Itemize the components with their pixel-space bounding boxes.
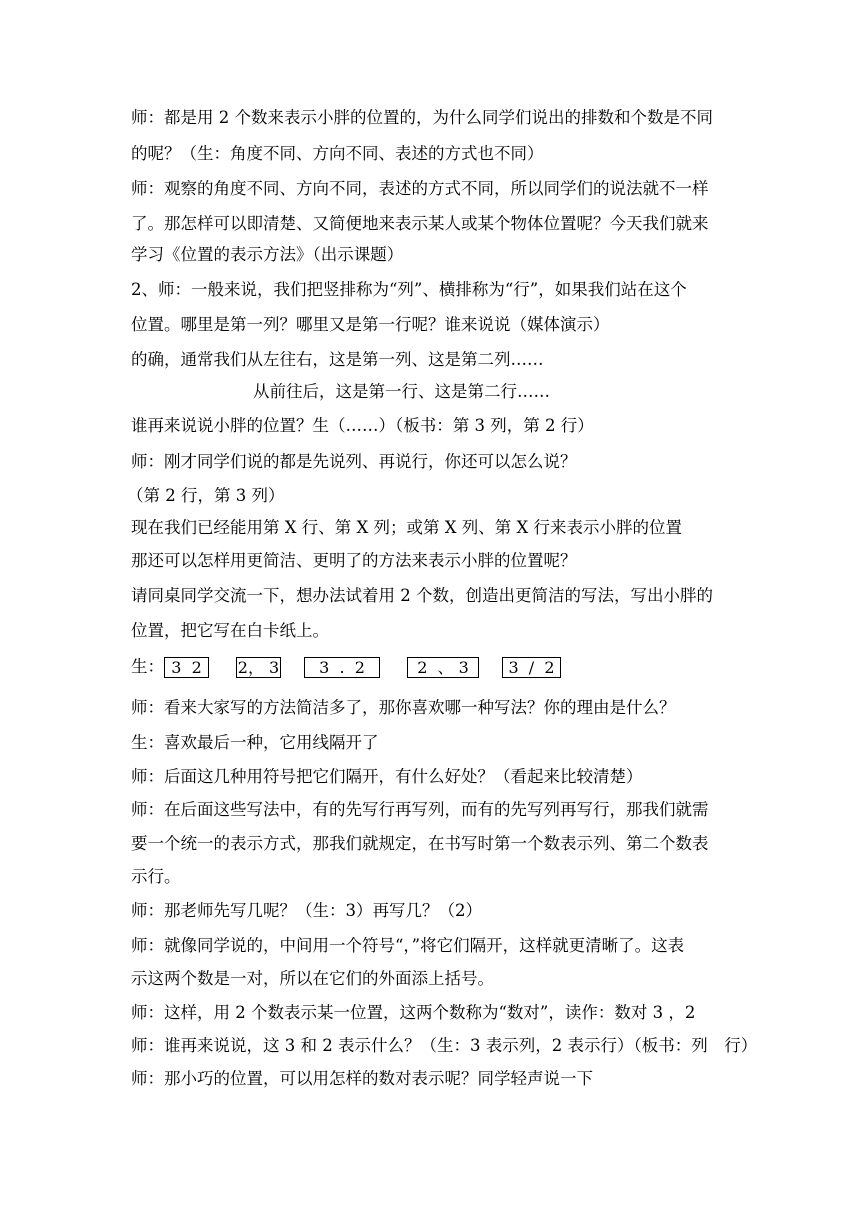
text-line: 示行。: [131, 867, 181, 886]
text-line: 师：后面这几种用符号把它们隔开，有什么好处？（看起来比较清楚）: [131, 767, 643, 786]
text-line: 了。那怎样可以即清楚、又简便地来表示某人或某个物体位置呢？今天我们就来: [131, 214, 709, 233]
text-line: 要一个统一的表示方式，那我们就规定，在书写时第一个数表示列、第二个数表: [131, 834, 709, 853]
text-line: 师：那老师先写几呢？（生：3）再写几？（2）: [131, 901, 482, 920]
text-line: 师：就像同学说的，中间用一个符号“，”将它们隔开，这样就更清晰了。这表: [131, 936, 685, 955]
text-line: 师：这样，用 2 个数表示某一位置，这两个数称为“数对”，读作：数对 3 ，2: [131, 1003, 696, 1022]
answer-box: 3 / 2: [502, 657, 561, 678]
text-line: 示这两个数是一对，所以在它们的外面添上括号。: [131, 969, 494, 988]
text-line: 师：那小巧的位置，可以用怎样的数对表示呢？同学轻声说一下: [131, 1069, 593, 1088]
student-answers-row: [131, 656, 731, 678]
text-line: 师：在后面这些写法中，有的先写行再写列，而有的先写列再写行，那我们就需: [131, 800, 709, 819]
text-line: 师：刚才同学们说的都是先说列、再说行，你还可以怎么说？: [131, 452, 577, 471]
text-line: 学习《位置的表示方法》（出示课题）: [131, 245, 404, 264]
answer-box: 2 、 3: [407, 657, 479, 678]
student-label: 生：: [131, 657, 164, 676]
text-line: 请同桌同学交流一下，想办法试着用 2 个数，创造出更简洁的写法，写出小胖的: [131, 586, 713, 605]
answer-box: 2， 3: [237, 657, 280, 677]
text-line: 谁再来说说小胖的位置？生（……）（板书：第 3 列，第 2 行）: [131, 416, 594, 435]
answer-box: 3 2: [164, 657, 209, 678]
text-line: 从前往后，这是第一行、这是第二行……: [253, 382, 550, 401]
text-line: 师：看来大家写的方法简洁多了，那你喜欢哪一种写法？你的理由是什么？: [131, 698, 676, 717]
text-line: 那还可以怎样用更简洁、更明了的方法来表示小胖的位置呢？: [131, 551, 577, 570]
text-line: 师：都是用 2 个数来表示小胖的位置的，为什么同学们说出的排数和个数是不同: [131, 108, 713, 127]
text-line: 位置。哪里是第一列？哪里又是第一行呢？谁来说说（媒体演示）: [131, 315, 610, 334]
text-line: 师：观察的角度不同、方向不同，表述的方式不同，所以同学们的说法就不一样: [131, 179, 709, 198]
text-line: （第 2 行，第 3 列）: [127, 486, 285, 505]
text-line: 师：谁再来说说，这 3 和 2 表示什么？（生：3 表示列，2 表示行）（板书：列 行）: [131, 1036, 758, 1055]
text-line: 位置，把它写在白卡纸上。: [131, 621, 329, 640]
text-line: 的确，通常我们从左往右，这是第一列、这是第二列……: [131, 350, 544, 369]
text-line: 的呢？（生：角度不同、方向不同、表述的方式也不同）: [131, 144, 544, 163]
text-line: 生：喜欢最后一种，它用线隔开了: [131, 733, 379, 752]
text-line: 2、师：一般来说，我们把竖排称为“列”、横排称为“行”，如果我们站在这个: [131, 280, 687, 299]
answer-box: 3 . 2: [304, 657, 380, 678]
text-line: 现在我们已经能用第 X 行、第 X 列；或第 X 列、第 X 行来表示小胖的位置: [131, 518, 682, 537]
